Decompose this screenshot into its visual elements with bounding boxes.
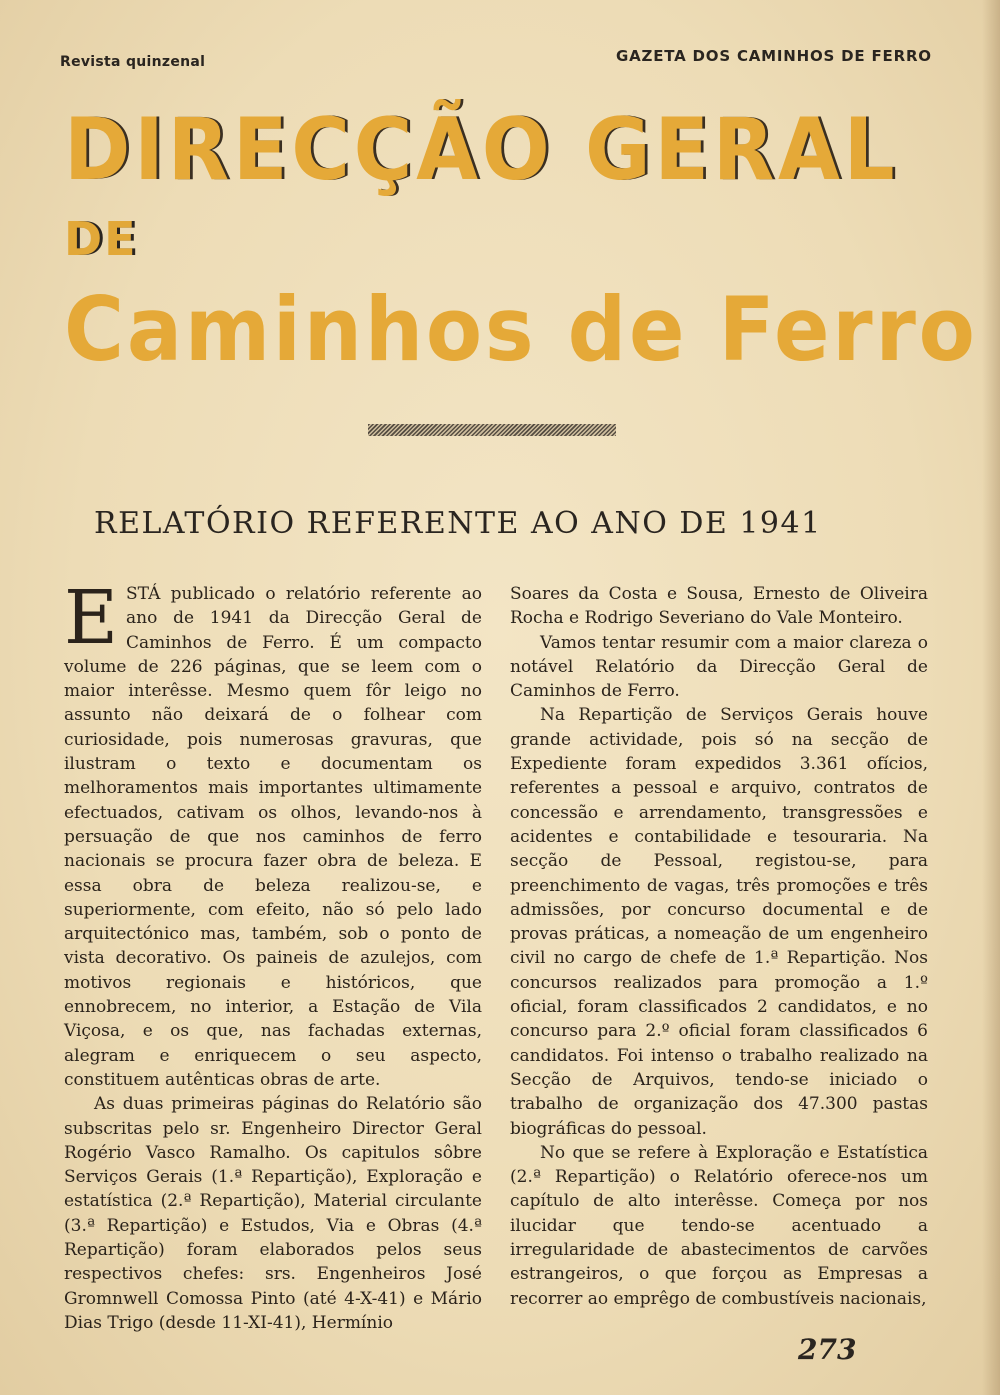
header-publication-frequency: Revista quinzenal — [60, 54, 206, 70]
article-paragraph-continued: Soares da Costa e Sousa, Ernesto de Oliveira Rocha e Rodrigo Severiano do Vale Monteiro. — [510, 584, 928, 629]
article-paragraph: Vamos tentar resumir com a maior clareza o notável Relatório da Direcção Geral de Caminhos de Ferro. — [510, 632, 928, 702]
page-spine-shadow — [982, 0, 1000, 1395]
article-paragraph: No que se refere à Exploração e Estatística (2.ª Repartição) o Relatório oferece-nos um capítulo de alto interêsse. Começa por nos ilucidar que tendo-se acentuado a irregularidade de abastecimentos de carvões estrangeiros, o que forçou as Empresas a recorrer ao emprêgo de combustíveis nacionais, — [510, 1142, 928, 1309]
header-publication-name: GAZETA DOS CAMINHOS DE FERRO — [616, 47, 932, 65]
article-paragraph: Na Repartição de Serviços Gerais houve grande actividade, pois só na secção de Expediente foram expedidos 3.361 ofícios, referentes a pessoal e arquivo, contratos de concessão e arrendamento, transgressões e acidentes e contabilidade e tesouraria. Na secção de Pessoal, registou-se, para preenchimento de vagas, três promoções e três admissões, por concurso documental e de provas práticas, a nomeação de um engenheiro civil no cargo de chefe de 1.ª Repartição. Nos concursos realizados para promoção a 1.º oficial, foram classificados 2 candidatos, e no concurso para 2.º oficial foram classificados 6 candidatos. Foi intenso o trabalho realizado na Secção de Arquivos, tendo-se iniciado o trabalho de organização dos 47.300 pastas biográficas do pessoal. — [510, 705, 928, 1139]
title-line-de: DE — [64, 212, 138, 266]
article-column-right — [510, 582, 928, 1311]
decorative-divider — [368, 424, 616, 436]
title-line-caminhos-de-ferro: Caminhos de Ferro — [64, 278, 978, 381]
title-line-direccao-geral: DIRECÇÃO GERAL — [64, 100, 899, 200]
page-number: 273 — [798, 1333, 857, 1366]
article-subtitle: RELATÓRIO REFERENTE AO ANO DE 1941 — [94, 506, 822, 541]
article-paragraph-text: STÁ publicado o relatório referente ao ano de 1941 da Direcção Geral de Caminhos de Ferro. É um compacto volume de 226 páginas, que se leem com o maior interêsse. Mesmo quem fôr leigo no assunto não deixará de o folhear com curiosidade, pois numerosas gravuras, que ilustram o texto e documentam os melhoramentos mais importantes ultimamente efectuados, cativam os olhos, levando-nos à persuação de que nos caminhos de ferro nacionais se procura fazer obra de beleza. E essa obra de beleza realizou-se, e superiormente, com efeito, não só pelo lado arquitectónico mas, também, sob o ponto de vista decorativo. Os paineis de azulejos, com motivos regionais e históricos, que ennobrecem, no interior, a Estação de Vila Viçosa, e os que, nas fachadas externas, alegram e enriquecem o seu aspecto, constituem autênticas obras de arte. — [64, 584, 482, 1090]
drop-cap: E — [64, 575, 119, 661]
article-paragraph — [64, 575, 482, 1092]
article-column-left — [64, 575, 482, 1335]
article-paragraph: As duas primeiras páginas do Relatório são subscritas pelo sr. Engenheiro Director Geral Rogério Vasco Ramalho. Os capitulos sôbre Serviços Gerais (1.ª Repartição), Exploração e estatística (2.ª Repartição), Material circulante (3.ª Repartição) e Estudos, Via e Obras (4.ª Repartição) foram elaborados pelos seus respectivos chefes: srs. Engenheiros José Gromnwell Comossa Pinto (até 4-X-41) e Mário Dias Trigo (desde 11-XI-41), Hermínio — [64, 1094, 482, 1333]
